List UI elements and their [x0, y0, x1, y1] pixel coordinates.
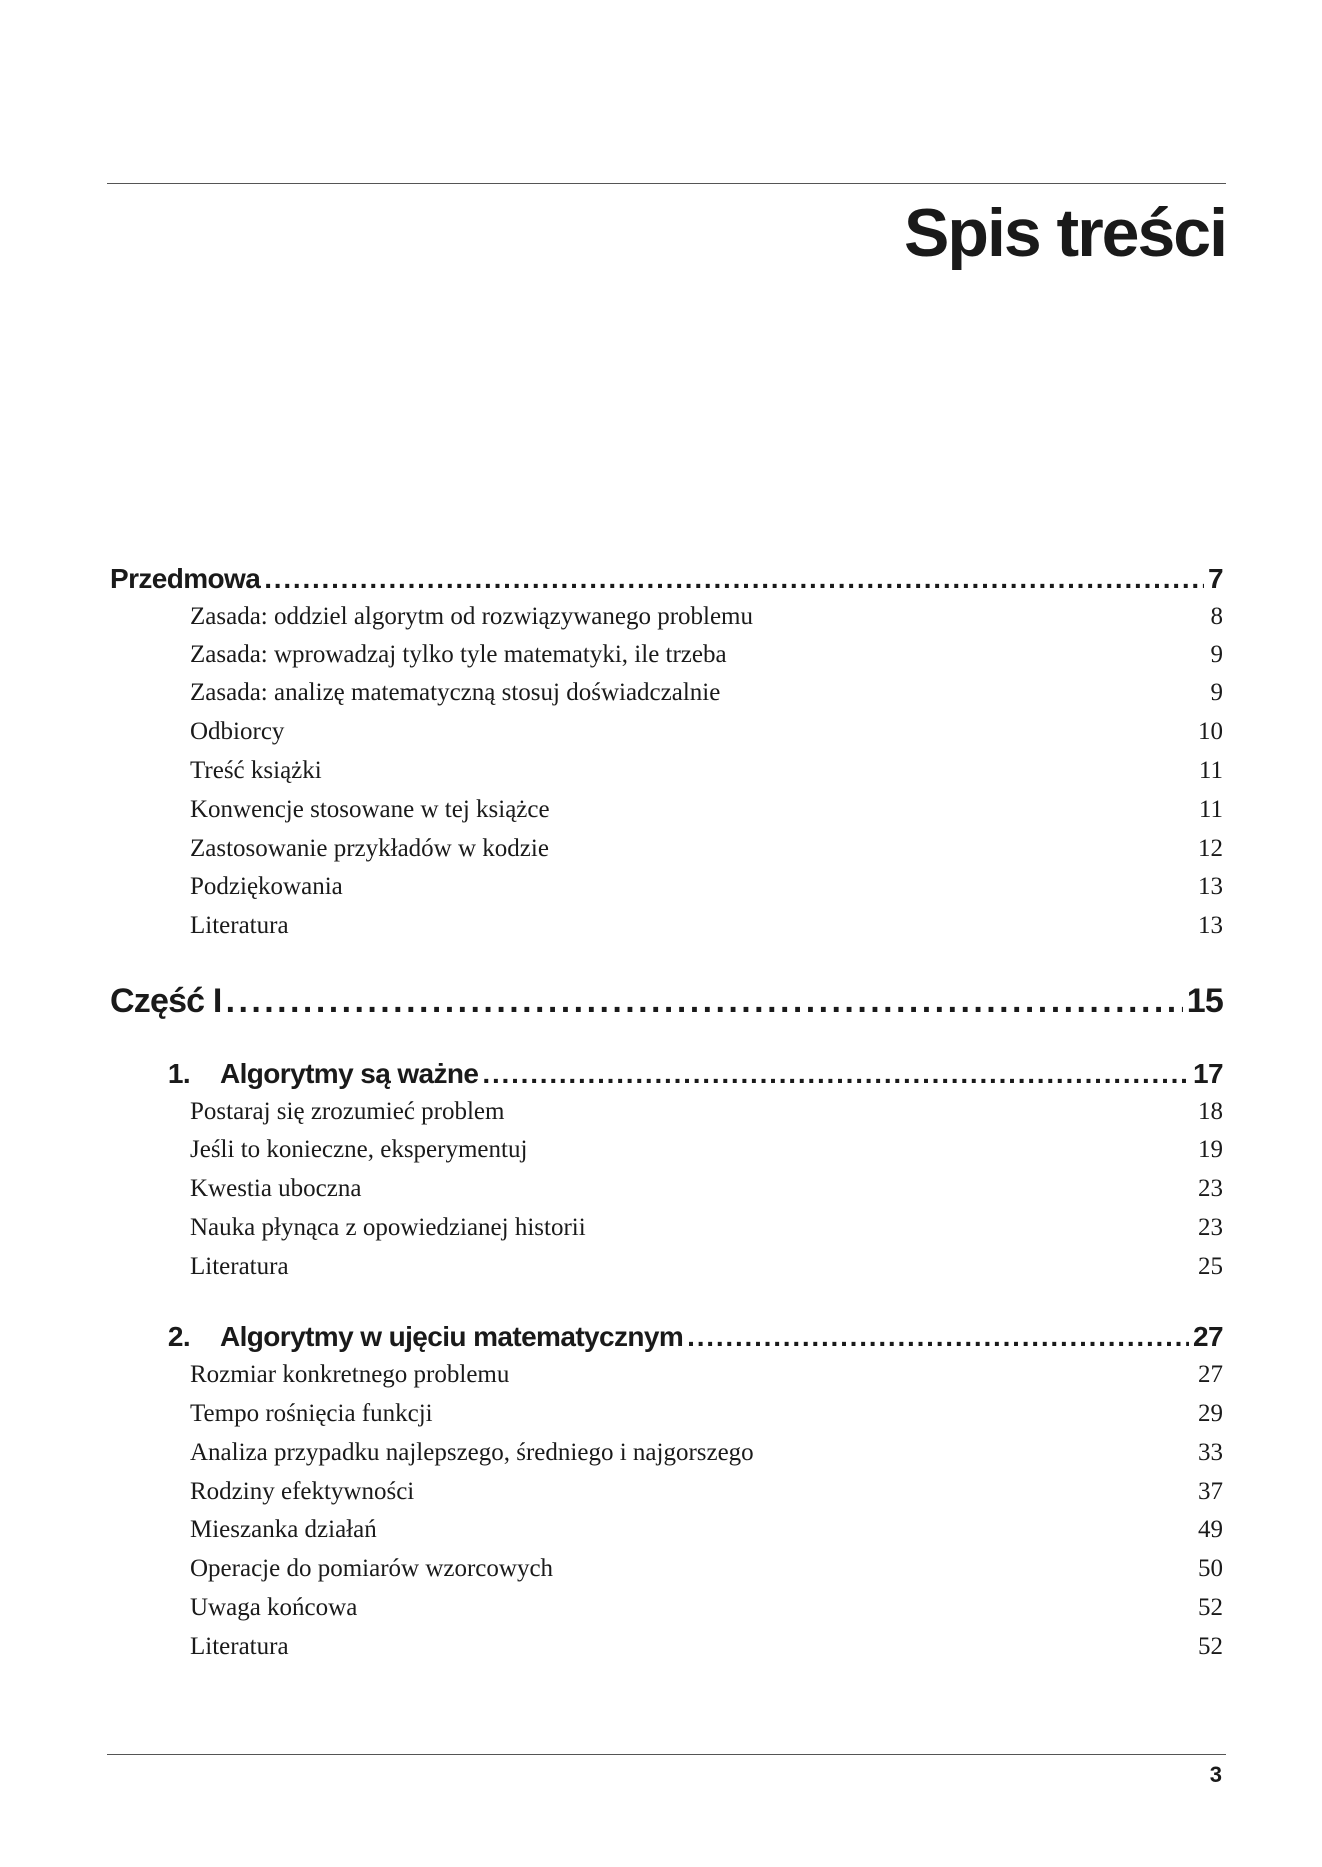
toc-entry-label: Zasada: oddziel algorytm od rozwiązywanego problemu: [190, 603, 754, 630]
toc-entry-page: 11: [1198, 796, 1223, 823]
toc-entry-page: 50: [1198, 1555, 1223, 1582]
toc-entry[interactable]: [190, 1555, 1223, 1583]
toc-entry[interactable]: [190, 603, 1223, 631]
toc-entry[interactable]: [190, 1439, 1223, 1467]
toc-chapter-number: 2.: [167, 1321, 190, 1352]
toc-entry-page: 25: [1198, 1253, 1223, 1280]
toc-entry-page: 29: [1198, 1400, 1223, 1427]
toc-entry-label: Zasada: wprowadzaj tylko tyle matematyki, ile trzeba: [190, 641, 727, 668]
toc-heading-page: 27: [1193, 1321, 1223, 1352]
toc-dot-leader: [264, 563, 1204, 595]
toc-entry[interactable]: [190, 1361, 1223, 1389]
toc-entry-label: Mieszanka działań: [190, 1516, 377, 1543]
toc-entry-page: 33: [1198, 1439, 1223, 1466]
toc-entry[interactable]: [190, 912, 1223, 940]
toc-entry[interactable]: [190, 1633, 1223, 1661]
toc-heading-label: Algorytmy są ważne: [220, 1058, 479, 1089]
toc-entry[interactable]: [190, 1516, 1223, 1544]
toc-heading-label: Przedmowa: [110, 563, 261, 594]
toc-entry-label: Kwestia uboczna: [190, 1175, 362, 1202]
toc-entry-label: Uwaga końcowa: [190, 1594, 358, 1621]
toc-entry-label: Analiza przypadku najlepszego, średniego i najgorszego: [190, 1439, 754, 1466]
toc-entry[interactable]: [190, 1175, 1223, 1203]
toc-entry-page: 13: [1198, 912, 1223, 939]
toc-preface-heading[interactable]: [110, 563, 1223, 595]
toc-chapter-number: 1.: [167, 1058, 190, 1089]
toc-entry-label: Jeśli to konieczne, eksperymentuj: [190, 1136, 528, 1163]
toc-dot-leader: [226, 982, 1183, 1021]
toc-entry-page: 49: [1198, 1516, 1223, 1543]
toc-entry-label: Postaraj się zrozumieć problem: [190, 1098, 505, 1125]
toc-part-heading[interactable]: [110, 982, 1223, 1021]
toc-entry-label: Odbiorcy: [190, 718, 285, 745]
bottom-rule: [107, 1754, 1226, 1755]
toc-entry-page: 19: [1198, 1136, 1223, 1163]
toc-entry[interactable]: [190, 1253, 1223, 1281]
toc-entry[interactable]: [190, 873, 1223, 901]
toc-entry-label: Podziękowania: [190, 873, 343, 900]
toc-entry-label: Rozmiar konkretnego problemu: [190, 1361, 510, 1388]
toc-entry-page: 23: [1198, 1214, 1223, 1241]
toc-entry-page: 52: [1198, 1633, 1223, 1660]
toc-entry[interactable]: [190, 1594, 1223, 1622]
toc-entry-page: 8: [1210, 603, 1223, 630]
toc-entry-label: Literatura: [190, 912, 289, 939]
toc-entry-label: Tempo rośnięcia funkcji: [190, 1400, 433, 1427]
toc-heading-label: Algorytmy w ujęciu matematycznym: [220, 1321, 684, 1352]
toc-heading-label: Część I: [110, 982, 222, 1020]
toc-chapter-heading[interactable]: [110, 1058, 1223, 1090]
toc-entry[interactable]: [190, 1400, 1223, 1428]
toc-entry[interactable]: [190, 835, 1223, 863]
toc-entry[interactable]: [190, 1214, 1223, 1242]
toc-dot-leader: [482, 1058, 1189, 1090]
toc-chapter-heading[interactable]: [110, 1321, 1223, 1353]
toc-entry-page: 37: [1198, 1478, 1223, 1505]
toc-entry-page: 13: [1198, 873, 1223, 900]
toc-entry[interactable]: [190, 796, 1223, 824]
page-title: Spis treści: [904, 195, 1226, 271]
toc-entry-page: 27: [1198, 1361, 1223, 1388]
toc-entry-page: 52: [1198, 1594, 1223, 1621]
toc-entry[interactable]: [190, 1098, 1223, 1126]
toc-entry-label: Konwencje stosowane w tej książce: [190, 796, 550, 823]
toc-entry[interactable]: [190, 1136, 1223, 1164]
toc-entry-label: Literatura: [190, 1253, 289, 1280]
toc-heading-page: 15: [1186, 982, 1223, 1020]
toc-dot-leader: [687, 1321, 1189, 1353]
top-rule: [107, 183, 1226, 184]
toc-entry-label: Treść książki: [190, 757, 322, 784]
toc-entry-label: Literatura: [190, 1633, 289, 1660]
toc-entry-label: Operacje do pomiarów wzorcowych: [190, 1555, 554, 1582]
toc-entry-label: Nauka płynąca z opowiedzianej historii: [190, 1214, 586, 1241]
toc-heading-page: 17: [1193, 1058, 1223, 1089]
toc-entry[interactable]: [190, 1478, 1223, 1506]
toc-entry[interactable]: [190, 679, 1223, 707]
toc-entry-label: Zasada: analizę matematyczną stosuj doświadczalnie: [190, 679, 721, 706]
toc-entry[interactable]: [190, 641, 1223, 669]
toc-entry-page: 11: [1198, 757, 1223, 784]
toc-entry[interactable]: [190, 718, 1223, 746]
page-number: 3: [1209, 1762, 1222, 1787]
toc-heading-page: 7: [1208, 563, 1223, 594]
toc-entry-page: 9: [1210, 679, 1223, 706]
toc-entry-page: 18: [1198, 1098, 1223, 1125]
toc-entry-page: 9: [1210, 641, 1223, 668]
toc-entry-label: Zastosowanie przykładów w kodzie: [190, 835, 549, 862]
toc-entry-page: 12: [1198, 835, 1223, 862]
toc-entry-page: 10: [1198, 718, 1223, 745]
toc-entry-page: 23: [1198, 1175, 1223, 1202]
toc-entry-label: Rodziny efektywności: [190, 1478, 415, 1505]
toc-entry[interactable]: [190, 757, 1223, 785]
